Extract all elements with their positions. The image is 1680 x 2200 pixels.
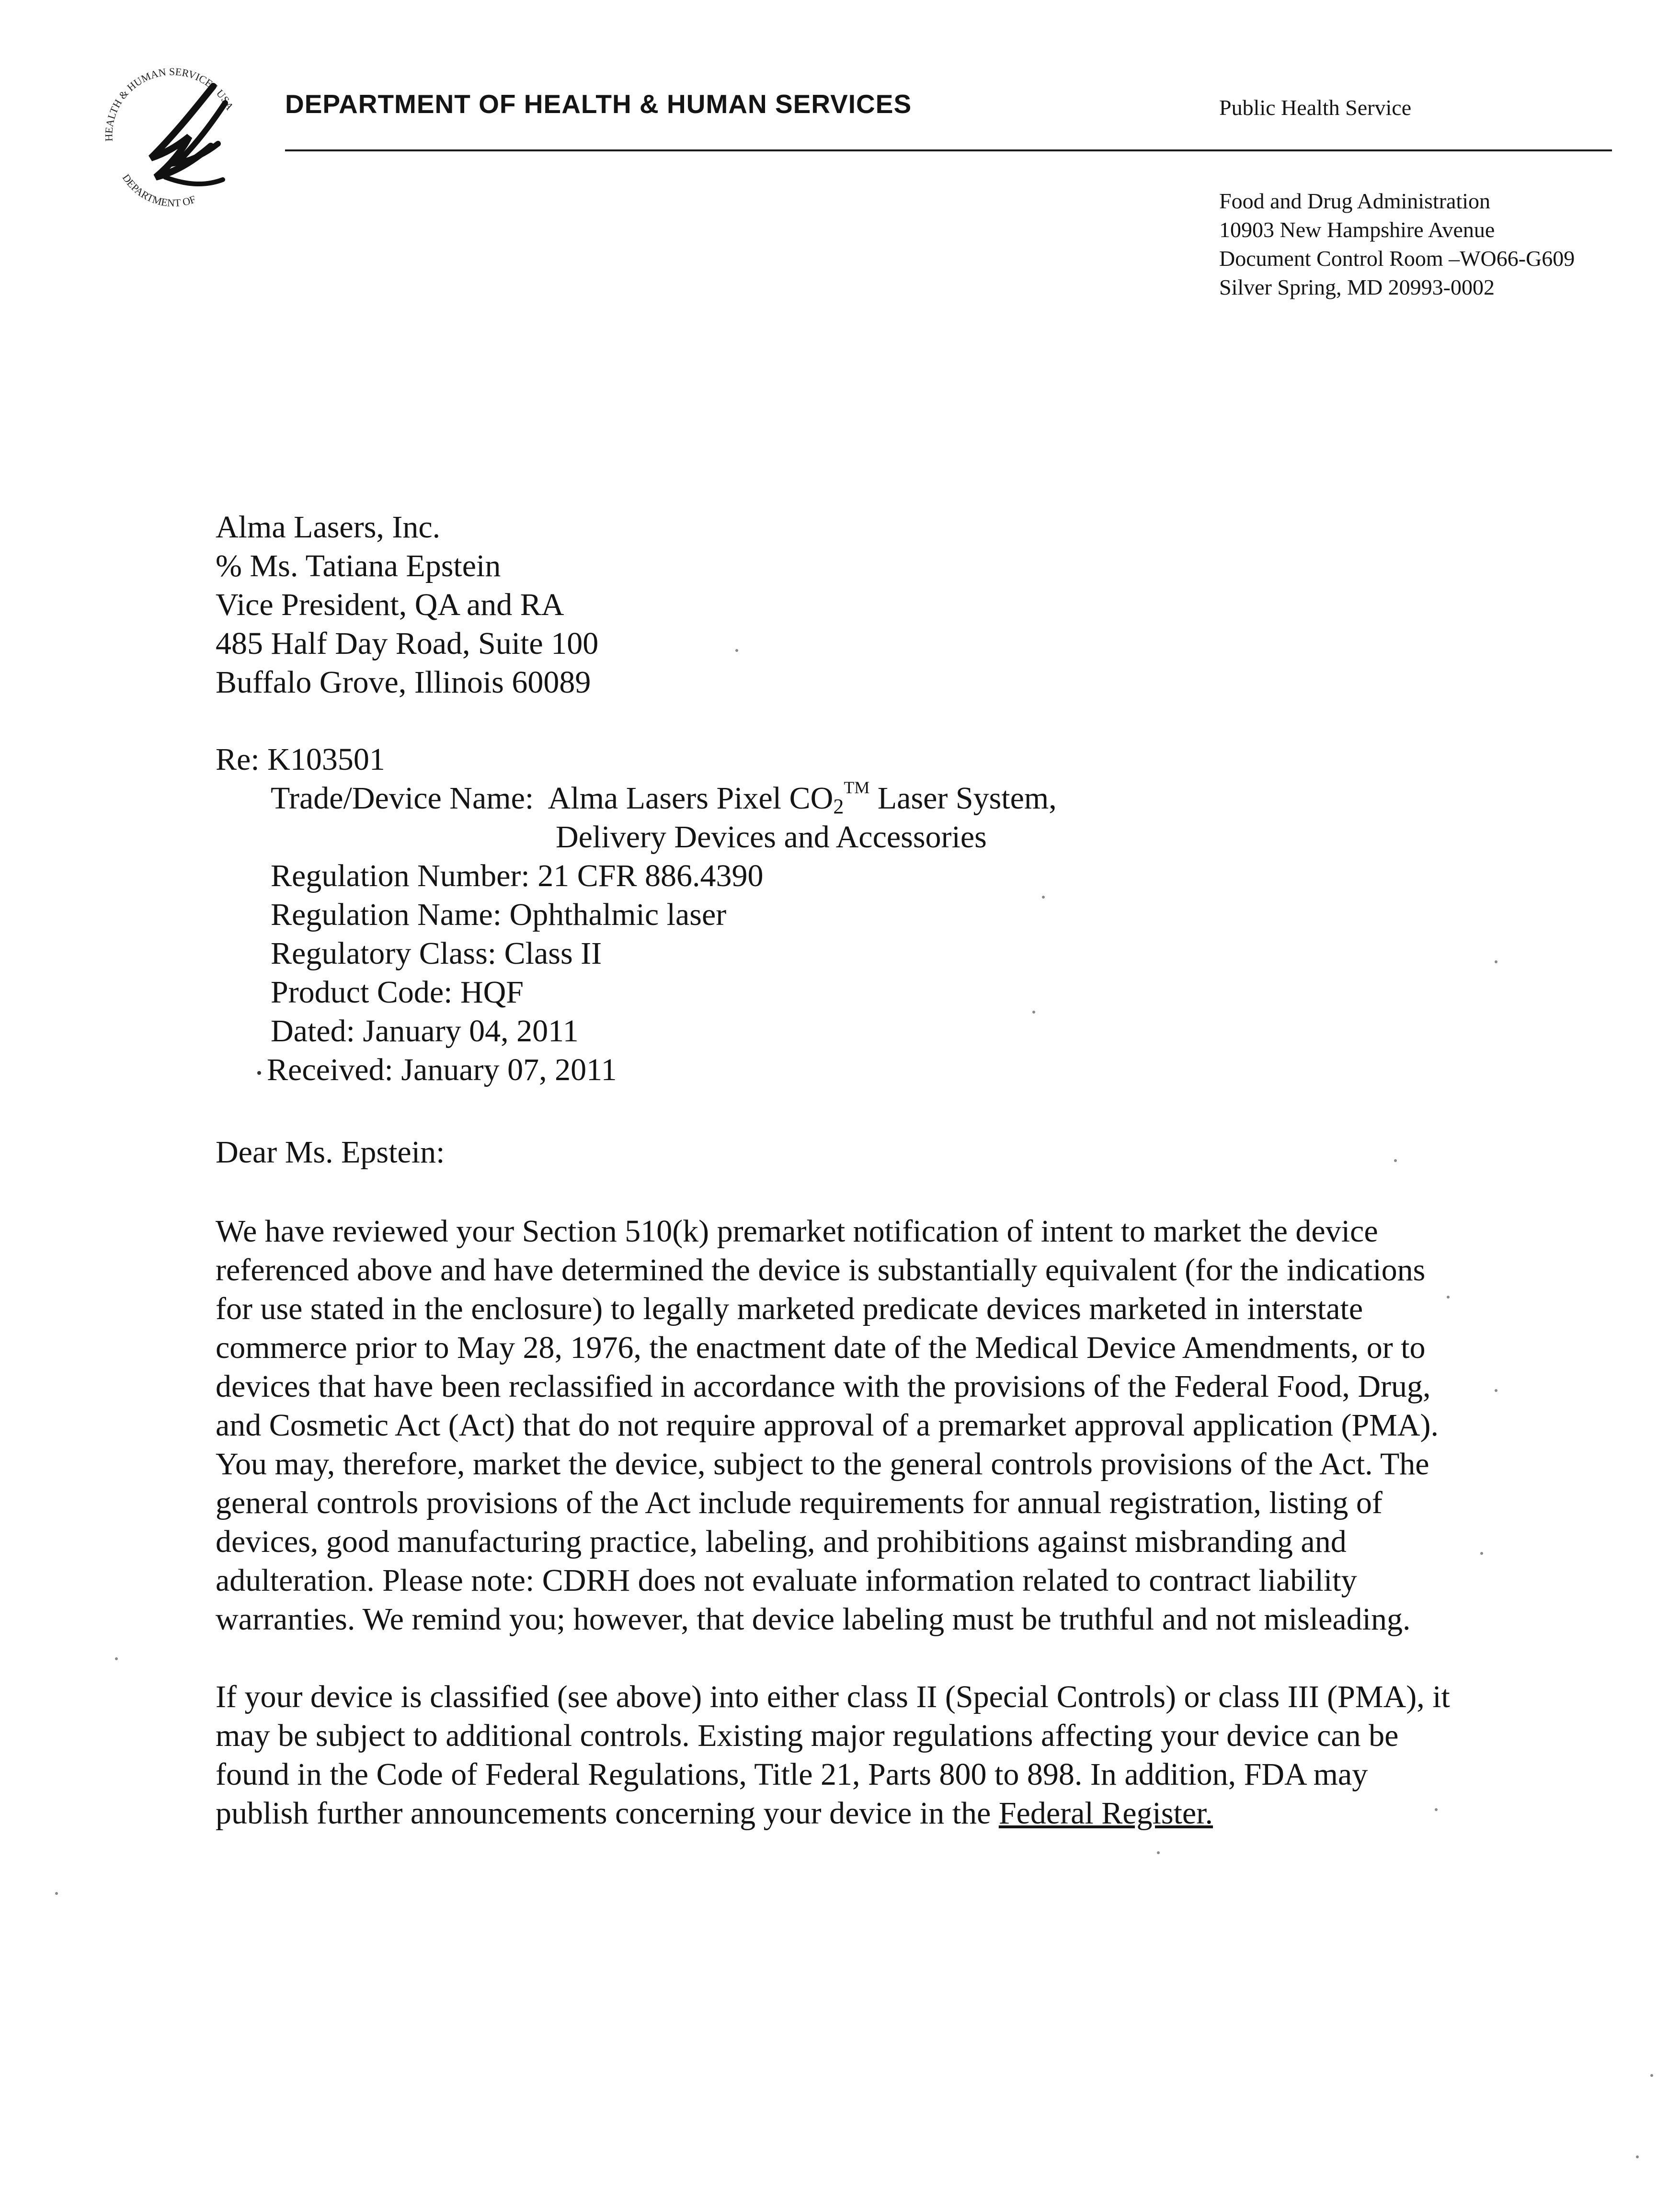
reference-number: Re: K103501 bbox=[216, 742, 385, 777]
scan-speck bbox=[1636, 2155, 1639, 2158]
hhs-seal-logo bbox=[93, 57, 251, 216]
seal-text-bottom: DEPARTMENT OF bbox=[120, 171, 197, 209]
paragraph-line: may be subject to additional controls. Existing major regulations affecting your device can be bbox=[216, 1718, 1399, 1753]
agency-line: Silver Spring, MD 20993-0002 bbox=[1219, 275, 1495, 299]
regulation-number: Regulation Number: 21 CFR 886.4390 bbox=[271, 858, 764, 893]
trade-name-subscript: 2 bbox=[833, 795, 844, 818]
agency-line: Food and Drug Administration bbox=[1219, 189, 1491, 213]
scan-speck bbox=[1394, 1159, 1397, 1162]
body-paragraph-2 bbox=[216, 1677, 1475, 1833]
letterhead-divider bbox=[285, 149, 1612, 151]
scan-speck bbox=[735, 649, 738, 652]
agency-line: 10903 New Hampshire Avenue bbox=[1219, 217, 1495, 242]
scan-speck bbox=[1495, 1389, 1497, 1392]
paragraph-line: devices that have been reclassified in accordance with the provisions of the Federal Food, Drug, bbox=[216, 1369, 1431, 1404]
paragraph-line: commerce prior to May 28, 1976, the enactment date of the Medical Device Amendments, or to bbox=[216, 1330, 1426, 1365]
scan-speck bbox=[1447, 1296, 1450, 1299]
paragraph-line: If your device is classified (see above) into either class II (Special Controls) or class III (PMA), it bbox=[216, 1679, 1450, 1714]
scan-speck bbox=[55, 1892, 58, 1895]
body-paragraph-1 bbox=[216, 1212, 1475, 1639]
scan-speck bbox=[1435, 1808, 1438, 1811]
trade-name-suffix: Laser System, bbox=[869, 781, 1057, 816]
federal-register-reference: Federal Register. bbox=[998, 1796, 1213, 1831]
product-code: Product Code: HQF bbox=[271, 975, 524, 1010]
received-text: Received: January 07, 2011 bbox=[267, 1052, 617, 1087]
department-name: DEPARTMENT OF HEALTH & HUMAN SERVICES bbox=[285, 89, 912, 119]
trade-name-line-2: Delivery Devices and Accessories bbox=[556, 820, 987, 855]
salutation: Dear Ms. Epstein: bbox=[216, 1135, 445, 1170]
paragraph-line: referenced above and have determined the device is substantially equivalent (for the indications bbox=[216, 1253, 1426, 1288]
recipient-line: % Ms. Tatiana Epstein bbox=[216, 548, 501, 583]
paragraph-line: for use stated in the enclosure) to legally marketed predicate devices marketed in interstate bbox=[216, 1291, 1363, 1326]
reference-block bbox=[216, 740, 1057, 1089]
trade-name-trademark: TM bbox=[844, 778, 870, 797]
stray-mark bbox=[257, 1071, 261, 1075]
paragraph-line: general controls provisions of the Act include requirements for annual registration, listing of bbox=[216, 1485, 1383, 1520]
paragraph-line: warranties. We remind you; however, that device labeling must be truthful and not misleading. bbox=[216, 1602, 1411, 1637]
regulation-name: Regulation Name: Ophthalmic laser bbox=[271, 897, 727, 932]
paragraph-line: and Cosmetic Act (Act) that do not require approval of a premarket approval application (PMA). bbox=[216, 1408, 1439, 1443]
dated: Dated: January 04, 2011 bbox=[271, 1014, 579, 1049]
paragraph-line: You may, therefore, market the device, subject to the general controls provisions of the Act. The bbox=[216, 1447, 1429, 1482]
trade-name-value: Alma Lasers Pixel CO bbox=[548, 781, 834, 816]
scan-speck bbox=[1495, 960, 1497, 963]
agency-address-block bbox=[1219, 187, 1575, 302]
scan-speck bbox=[1032, 1011, 1035, 1014]
paragraph-line: We have reviewed your Section 510(k) premarket notification of intent to market the device bbox=[216, 1214, 1378, 1249]
trade-device-name bbox=[216, 779, 1057, 818]
scan-speck bbox=[115, 1657, 118, 1660]
recipient-address-block bbox=[216, 508, 598, 702]
recipient-line: Alma Lasers, Inc. bbox=[216, 510, 441, 545]
regulatory-class: Regulatory Class: Class II bbox=[271, 936, 602, 971]
svg-text:HEALTH & HUMAN SERVICES USA bbox=[103, 66, 236, 142]
received bbox=[216, 1050, 1057, 1089]
seal-text-top: HEALTH & HUMAN SERVICES USA bbox=[103, 65, 236, 142]
public-health-service: Public Health Service bbox=[1219, 95, 1412, 120]
paragraph-line: adulteration. Please note: CDRH does not evaluate information related to contract liability bbox=[216, 1563, 1357, 1598]
paragraph-line-last bbox=[216, 1794, 1475, 1833]
trade-name-label: Trade/Device Name: bbox=[271, 781, 534, 816]
recipient-line: Buffalo Grove, Illinois 60089 bbox=[216, 665, 591, 700]
recipient-line: 485 Half Day Road, Suite 100 bbox=[216, 626, 599, 661]
scan-speck bbox=[1480, 1552, 1483, 1555]
paragraph-last-text: publish further announcements concerning your device in the bbox=[216, 1796, 999, 1831]
scan-speck bbox=[1650, 2074, 1653, 2077]
paragraph-line: devices, good manufacturing practice, labeling, and prohibitions against misbranding and bbox=[216, 1524, 1347, 1559]
paragraph-line: found in the Code of Federal Regulations, Title 21, Parts 800 to 898. In addition, FDA may bbox=[216, 1757, 1368, 1792]
agency-line: Document Control Room –WO66-G609 bbox=[1219, 246, 1575, 271]
recipient-line: Vice President, QA and RA bbox=[216, 587, 564, 622]
scan-speck bbox=[1042, 896, 1045, 899]
scan-speck bbox=[1157, 1851, 1160, 1854]
